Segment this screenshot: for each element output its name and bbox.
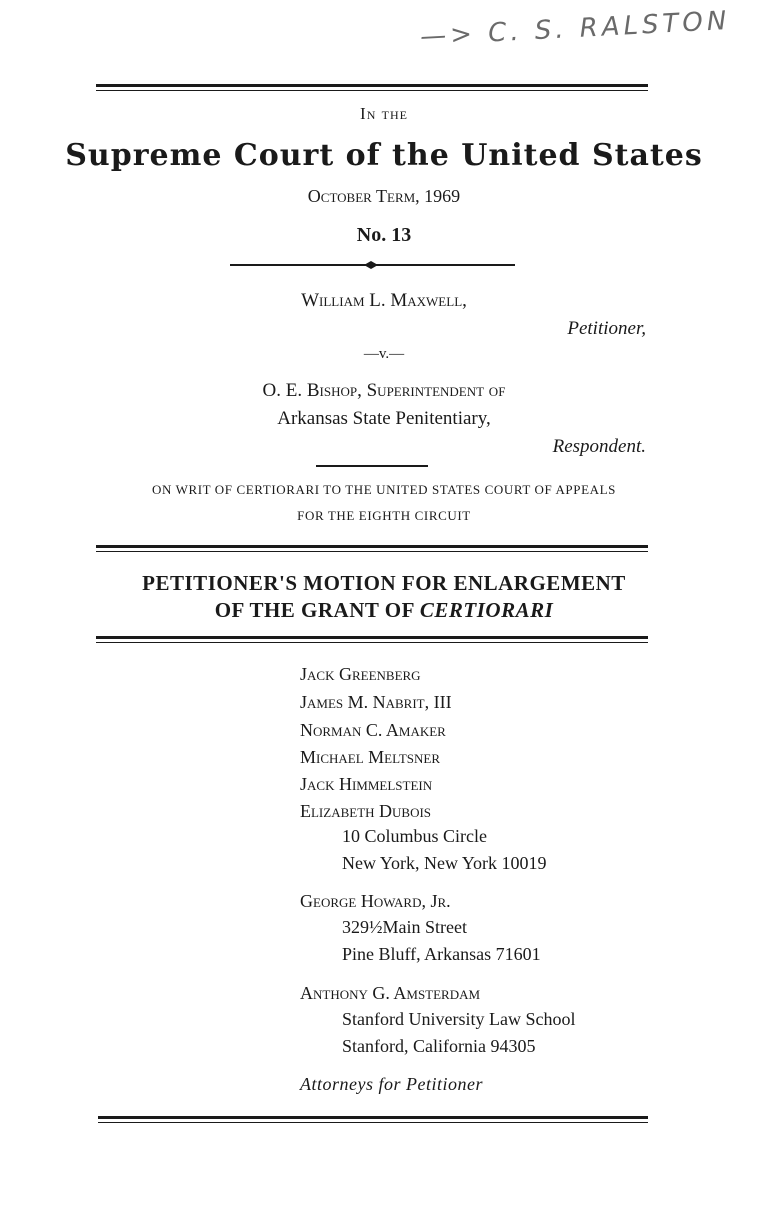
address-line: Stanford, California 94305 — [342, 1036, 536, 1056]
attorney-name: Jack Himmelstein — [300, 774, 433, 794]
docket-number: No. 13 — [356, 224, 412, 246]
motion-title-line1: PETITIONER'S MOTION FOR ENLARGEMENT — [142, 571, 626, 595]
motion-title-prefix: OF THE GRANT OF — [214, 598, 415, 622]
attorney-name: Anthony G. Amsterdam — [300, 983, 481, 1003]
in-the-label: In the — [360, 104, 408, 123]
mid-rule-thick — [96, 545, 648, 548]
term-label: October Term, 1969 — [307, 186, 461, 206]
address-line: 10 Columbus Circle — [342, 826, 487, 846]
petitioner-role: Petitioner, — [567, 318, 646, 339]
respondent-role: Respondent. — [552, 436, 646, 457]
respondent-line1 — [0, 380, 768, 402]
bottom-rule-thin — [98, 1122, 648, 1123]
short-rule — [316, 465, 428, 467]
mid-rule-thin — [96, 551, 648, 552]
lower-rule-thin — [96, 642, 648, 643]
attorney-name: James M. Nabrit, III — [300, 692, 452, 712]
attorney-name: George Howard, Jr. — [300, 891, 451, 911]
address-line: Stanford University Law School — [342, 1009, 576, 1029]
motion-title-italic: CERTIORARI — [419, 598, 554, 622]
top-rule-thin — [96, 90, 648, 91]
writ-line2: FOR THE EIGHTH CIRCUIT — [297, 508, 471, 523]
attorneys-role: Attorneys for Petitioner — [300, 1074, 483, 1094]
ornament-diamond — [364, 261, 378, 269]
versus-label: —v.— — [363, 346, 405, 362]
address-line: Pine Bluff, Arkansas 71601 — [342, 944, 541, 964]
respondent-line2: Arkansas State Penitentiary, — [277, 408, 491, 429]
attorney-name: Jack Greenberg — [300, 664, 421, 684]
petitioner-name: William L. Maxwell, — [301, 290, 467, 311]
address-line: 329½Main Street — [342, 917, 467, 937]
respondent-name: O. E. Bishop, Superintendent of — [262, 380, 506, 401]
attorney-name: Michael Meltsner — [300, 747, 441, 767]
attorney-name: Norman C. Amaker — [300, 720, 446, 740]
handwritten-annotation: —> C. S. RALSTON — [419, 5, 731, 53]
lower-rule-thick — [96, 636, 648, 639]
motion-title-line2 — [0, 598, 768, 623]
address-line: New York, New York 10019 — [342, 853, 547, 873]
attorney-name: Elizabeth Dubois — [300, 801, 432, 821]
top-rule-thick — [96, 84, 648, 87]
bottom-rule-thick — [98, 1116, 648, 1119]
court-name: Supreme Court of the United States — [65, 138, 703, 173]
writ-line1: ON WRIT OF CERTIORARI TO THE UNITED STATES COURT OF APPEALS — [151, 482, 616, 497]
